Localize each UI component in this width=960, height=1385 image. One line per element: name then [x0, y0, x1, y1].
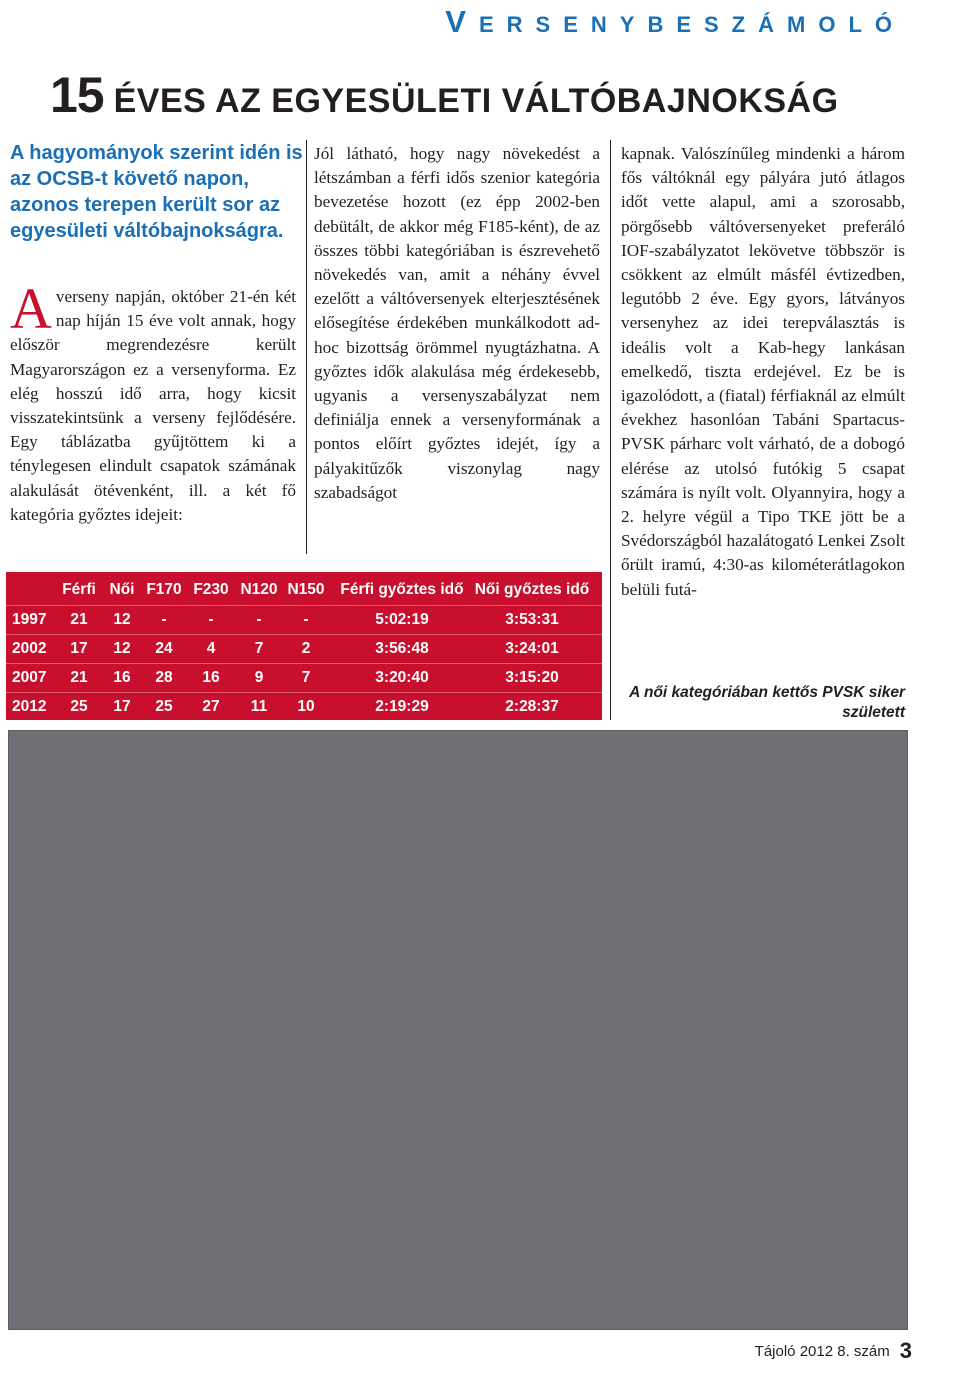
table-cell: 10: [297, 698, 315, 715]
table-header-cell: F170: [146, 581, 182, 598]
table-cell: 3:15:20: [505, 669, 559, 686]
table-cell: -: [256, 611, 262, 628]
headline-number: 15: [50, 67, 104, 123]
table-cell: 24: [155, 640, 173, 657]
publication-name: Tájoló 2012 8. szám: [754, 1342, 890, 1360]
lead-paragraph: A hagyományok szerint idén is az OCSB-t követő napon, azonos terepen került sor az egyesületi váltóbajnokságra.: [10, 142, 303, 242]
table-cell: 2:28:37: [505, 698, 559, 715]
page-footer: [755, 1338, 912, 1364]
section-title-initial: V: [445, 4, 479, 39]
table-cell: 25: [70, 698, 88, 715]
table-header-cell: N120: [240, 581, 278, 598]
page-number: 3: [899, 1338, 912, 1363]
photo: [8, 730, 908, 1330]
table-cell: 9: [254, 669, 264, 686]
table-cell: 7: [254, 640, 264, 657]
body-column-1-text: verseny napján, október 21-én két nap híján 15 éve volt annak, hogy először megrendezésre került Magyarországon ez a versenyforma. Ez elég hosszú idő arra, hogy kicsit visszatekintsünk a verseny fejlődésére. Egy táblázatba gyűjtöttem ki a ténylegesen elindult csapatok számának alakulását ötévenként, ill. a két fő kategória győztes idejeit:: [10, 287, 296, 524]
table-cell: 25: [155, 698, 173, 715]
table-cell: 4: [206, 640, 216, 657]
table-year-cell: 2007: [12, 669, 47, 686]
table-cell: 16: [202, 669, 220, 686]
table-cell: 3:56:48: [375, 640, 429, 657]
table-cell: 12: [113, 611, 131, 628]
table-cell: 21: [70, 611, 88, 628]
table-cell: 11: [250, 698, 268, 715]
table-cell: 2: [301, 640, 311, 657]
table-cell: 21: [70, 669, 88, 686]
table-cell: -: [303, 611, 309, 628]
table-cell: 7: [301, 669, 311, 686]
table-header-cell: F230: [193, 581, 229, 598]
table-year-cell: 1997: [12, 611, 47, 628]
body-column-3: kapnak. Valószínűleg mindenki a három fős váltóknál egy pályára jutó átlagos időt vette alapul, ami a szorosabb, pörgősebb váltóversenyeket preferáló IOF-szabályzatot lekövetve többször is csökkent az elmúlt másfél évtizedben, legutóbb 2 éve. Egy gyors, látványos versenyhez az idei terepválasztás is ideális volt a Kab-hegy lankásan emelkedő, tiszta erdejével. Ez be is igazolódott, a (fiatal) férfiaknál az elmúlt évekhez hasonlóan Tabáni Spartacus-PVSK párharc volt várható, de a dobogó elérése az utolsó futókig 5 csapat számára is nyílt volt. Olyannyira, hogy a 2. helyre végül a Tipo TKE jött be a Svédországból hazalátogató Lenkei Zsolt őrült iramú, 4:30-as kilométerátlagokon belüli futá-: [621, 144, 905, 599]
table-cell: 16: [113, 669, 131, 686]
headline-text: ÉVES AZ EGYESÜLETI VÁLTÓBAJNOKSÁG: [113, 82, 839, 120]
column-divider-1: [306, 140, 307, 554]
table-cell: -: [208, 611, 214, 628]
body-column-2: Jól látható, hogy nagy növekedést a létszámban a férfi idős szenior kategória bevezetése hozott (ez épp 2002-ben debütált, de akkor még F185-ként), de az összes többi kategóriában is észrevehető növekedés van, amit a néhány évvel ezelőtt a váltóversenyek elterjesztésének elősegítése érdekében munkálkodott ad-hoc bizottság örömmel nyugtázhatna. A győztes idők alakulása még érdekesebb, ugyanis a versenyszabályzat nem definiálja ennek a versenyformának a pontos előírt győztes idejét, így a pályakitűzők viszonylag nagy szabadságot: [314, 144, 600, 502]
section-title: [445, 4, 905, 40]
table-cell: 17: [113, 698, 131, 715]
table-cell: 3:24:01: [505, 640, 559, 657]
table-cell: 12: [113, 640, 131, 657]
table-cell: 3:53:31: [505, 611, 559, 628]
article-headline: [50, 66, 930, 124]
table-header-cell: Férfi győztes idő: [340, 581, 464, 598]
table-cell: 27: [202, 698, 220, 715]
table-cell: -: [161, 611, 167, 628]
table-year-cell: 2002: [12, 640, 47, 657]
section-title-rest: ERSENYBESZÁMOLÓ: [478, 12, 905, 37]
table-header-cell: Férfi: [62, 581, 96, 598]
table-header-cell: N150: [287, 581, 325, 598]
table-cell: 5:02:19: [375, 611, 429, 628]
drop-cap: A: [10, 276, 52, 341]
table-cell: 3:20:40: [375, 669, 429, 686]
table-year-cell: 2012: [12, 698, 47, 715]
table-cell: 17: [70, 640, 88, 657]
column-divider-2: [610, 140, 611, 720]
results-table: [6, 572, 602, 720]
table-header-cell: Női: [109, 581, 135, 598]
table-header-cell: Női győztes idő: [474, 581, 590, 598]
photo-caption: A női kategóriában kettős PVSK siker született: [629, 684, 905, 721]
table-cell: 2:19:29: [375, 698, 429, 715]
body-column-1: [10, 276, 296, 527]
table-cell: 28: [155, 669, 173, 686]
